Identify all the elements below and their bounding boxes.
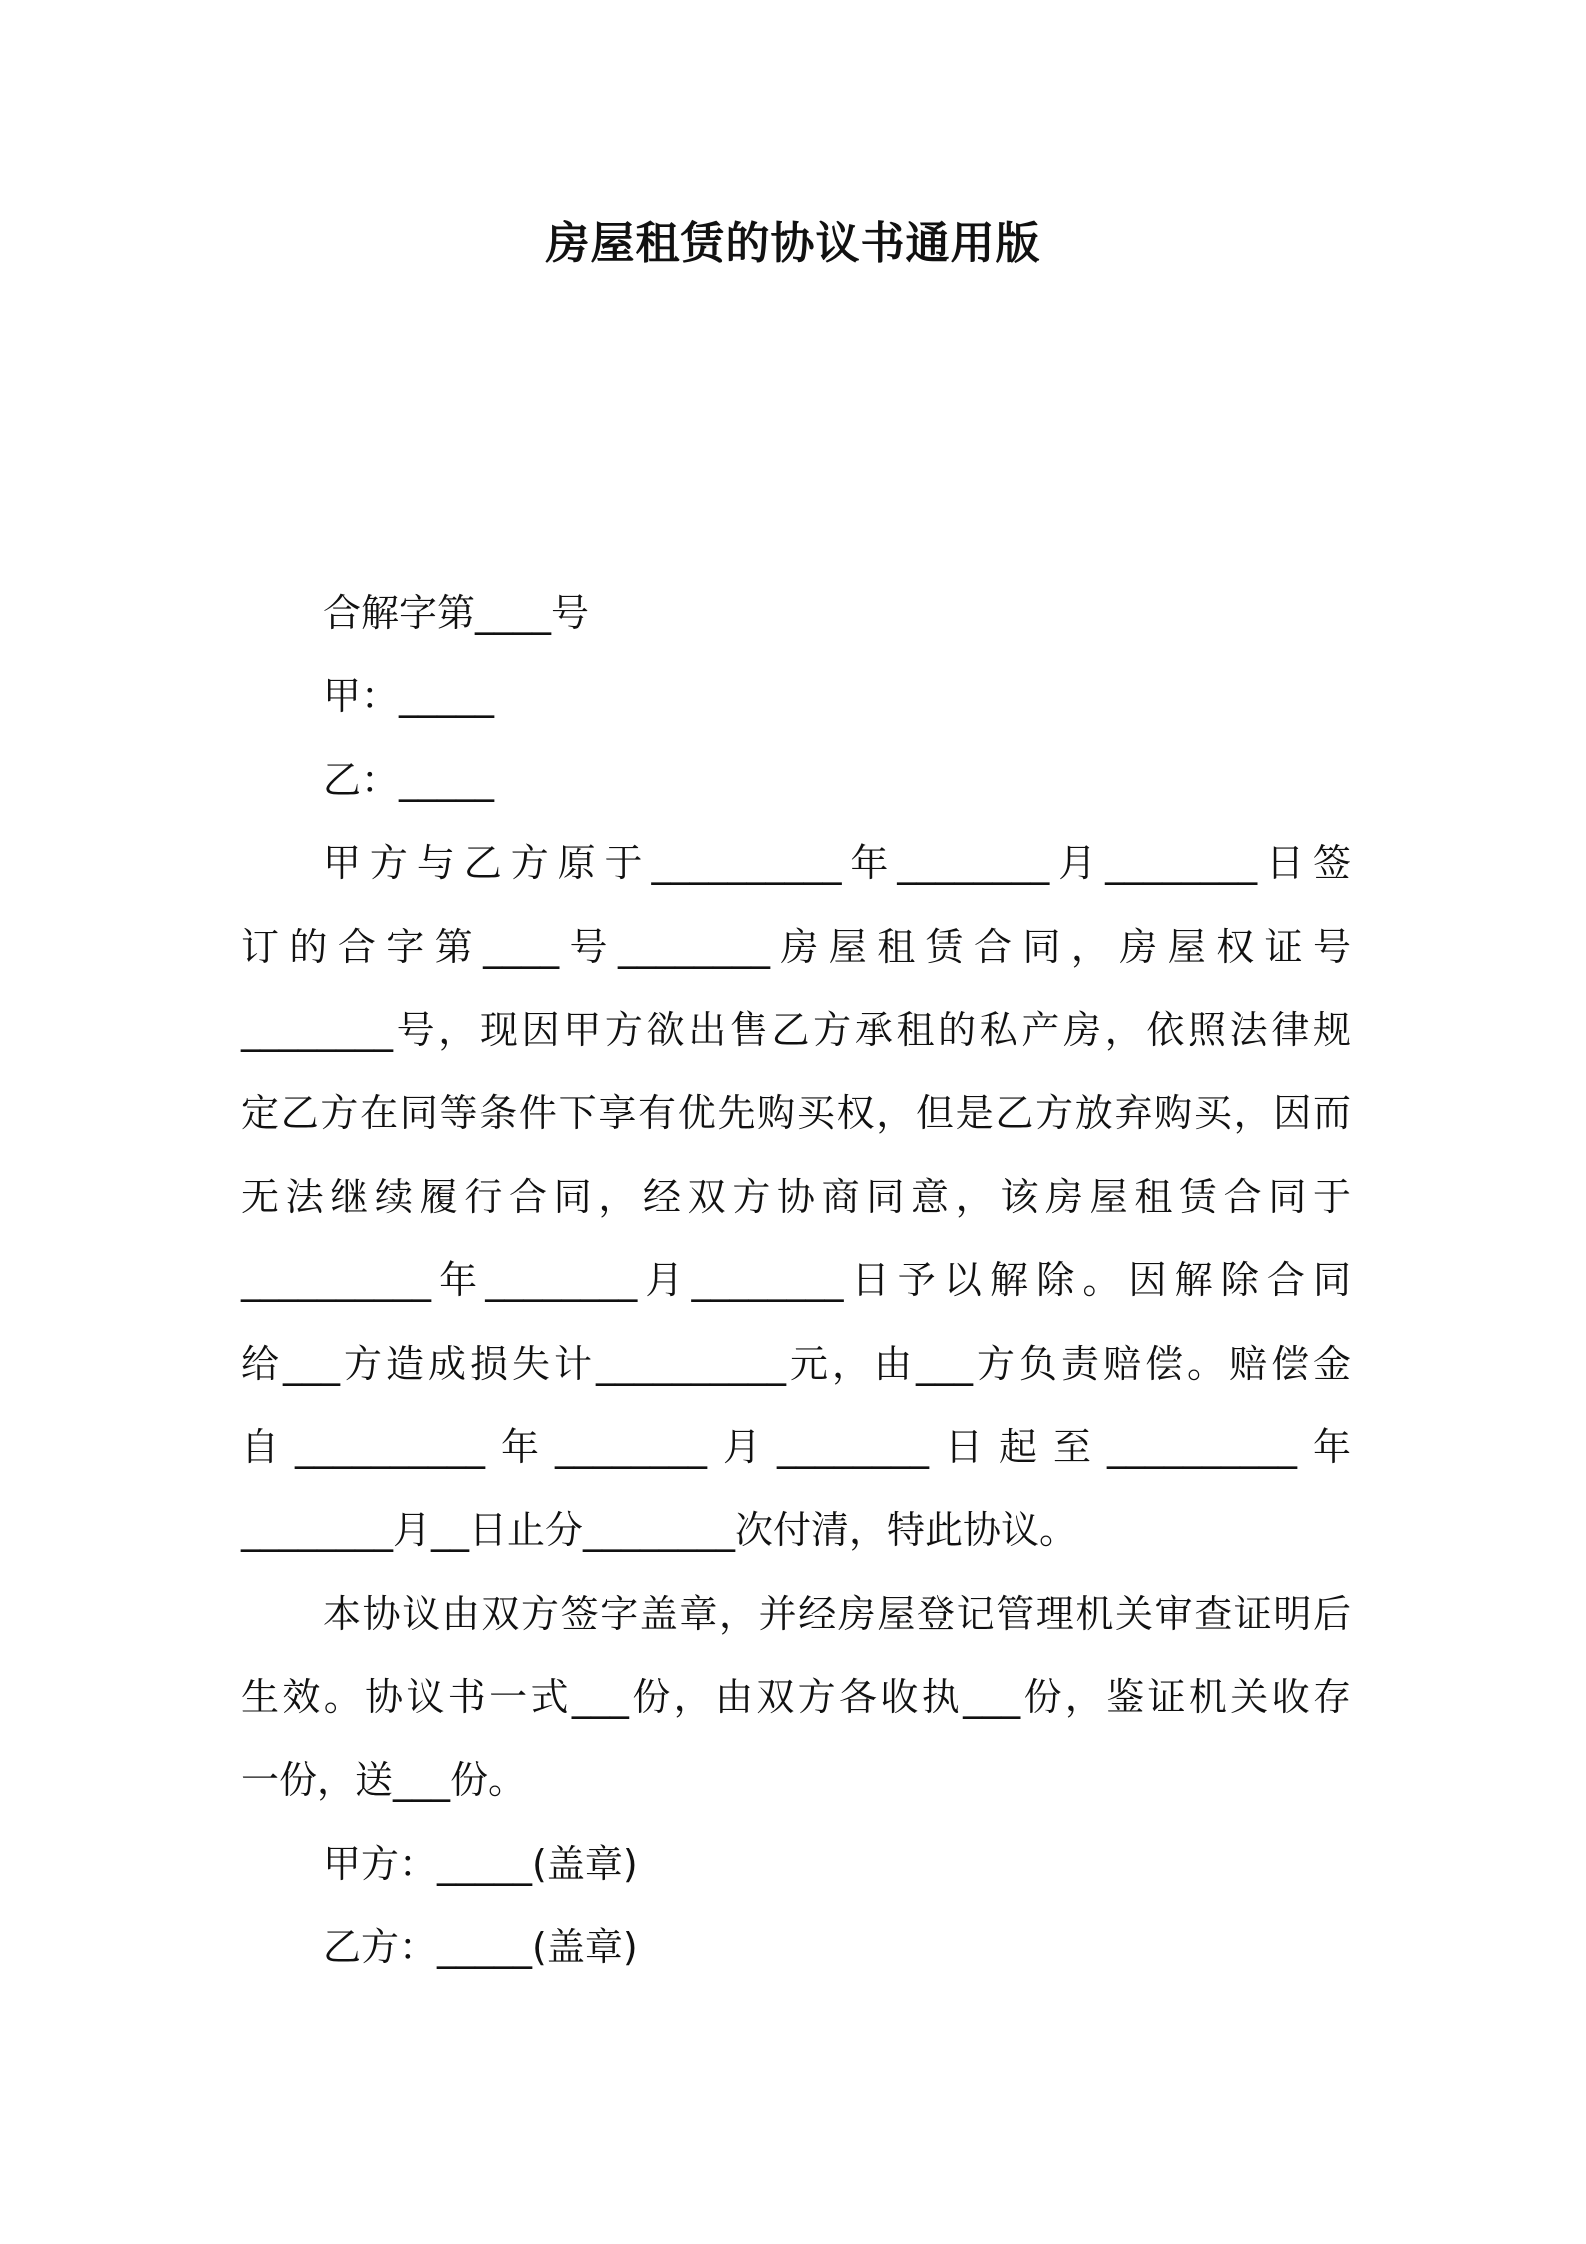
paragraph-line: 给___方造成损失计__________元，由___方负责赔偿。赔偿金 [241, 1341, 1351, 1386]
party-b-seal-line: 乙方：_____(盖章) [323, 1925, 638, 1970]
paragraph-line: 无法继续履行合同，经双方协商同意，该房屋租赁合同于 [241, 1174, 1351, 1219]
document-title: 房屋租赁的协议书通用版 [545, 218, 1041, 269]
party-a-line: 甲：_____ [323, 674, 495, 719]
party-a-seal-line: 甲方：_____(盖章) [323, 1841, 638, 1886]
paragraph-line: __________年________月________日予以解除。因解除合同 [241, 1258, 1351, 1303]
paragraph-line: 订的合字第____号________房屋租赁合同，房屋权证号 [241, 924, 1351, 969]
paragraph-line: 甲方与乙方原于__________年________月________日签 [323, 841, 1351, 886]
party-b-line: 乙：_____ [323, 757, 495, 802]
document-body [241, 572, 1351, 1990]
paragraph-line: 生效。协议书一式___份，由双方各收执___份，鉴证机关收存 [241, 1675, 1351, 1720]
paragraph-line: 本协议由双方签字盖章，并经房屋登记管理机关审查证明后 [323, 1591, 1351, 1636]
paragraph-line: 自__________年________月________日起至__________年 [241, 1424, 1351, 1469]
contract-number-line: 合解字第____号 [323, 591, 590, 635]
paragraph-line: 定乙方在同等条件下享有优先购买权，但是乙方放弃购买，因而 [241, 1091, 1351, 1136]
paragraph-line: ________号，现因甲方欲出售乙方承租的私产房，依照法律规 [241, 1007, 1351, 1052]
paragraph-line: 一份，送___份。 [241, 1758, 527, 1803]
paragraph-line: ________月__日止分________次付清，特此协议。 [241, 1508, 1078, 1553]
